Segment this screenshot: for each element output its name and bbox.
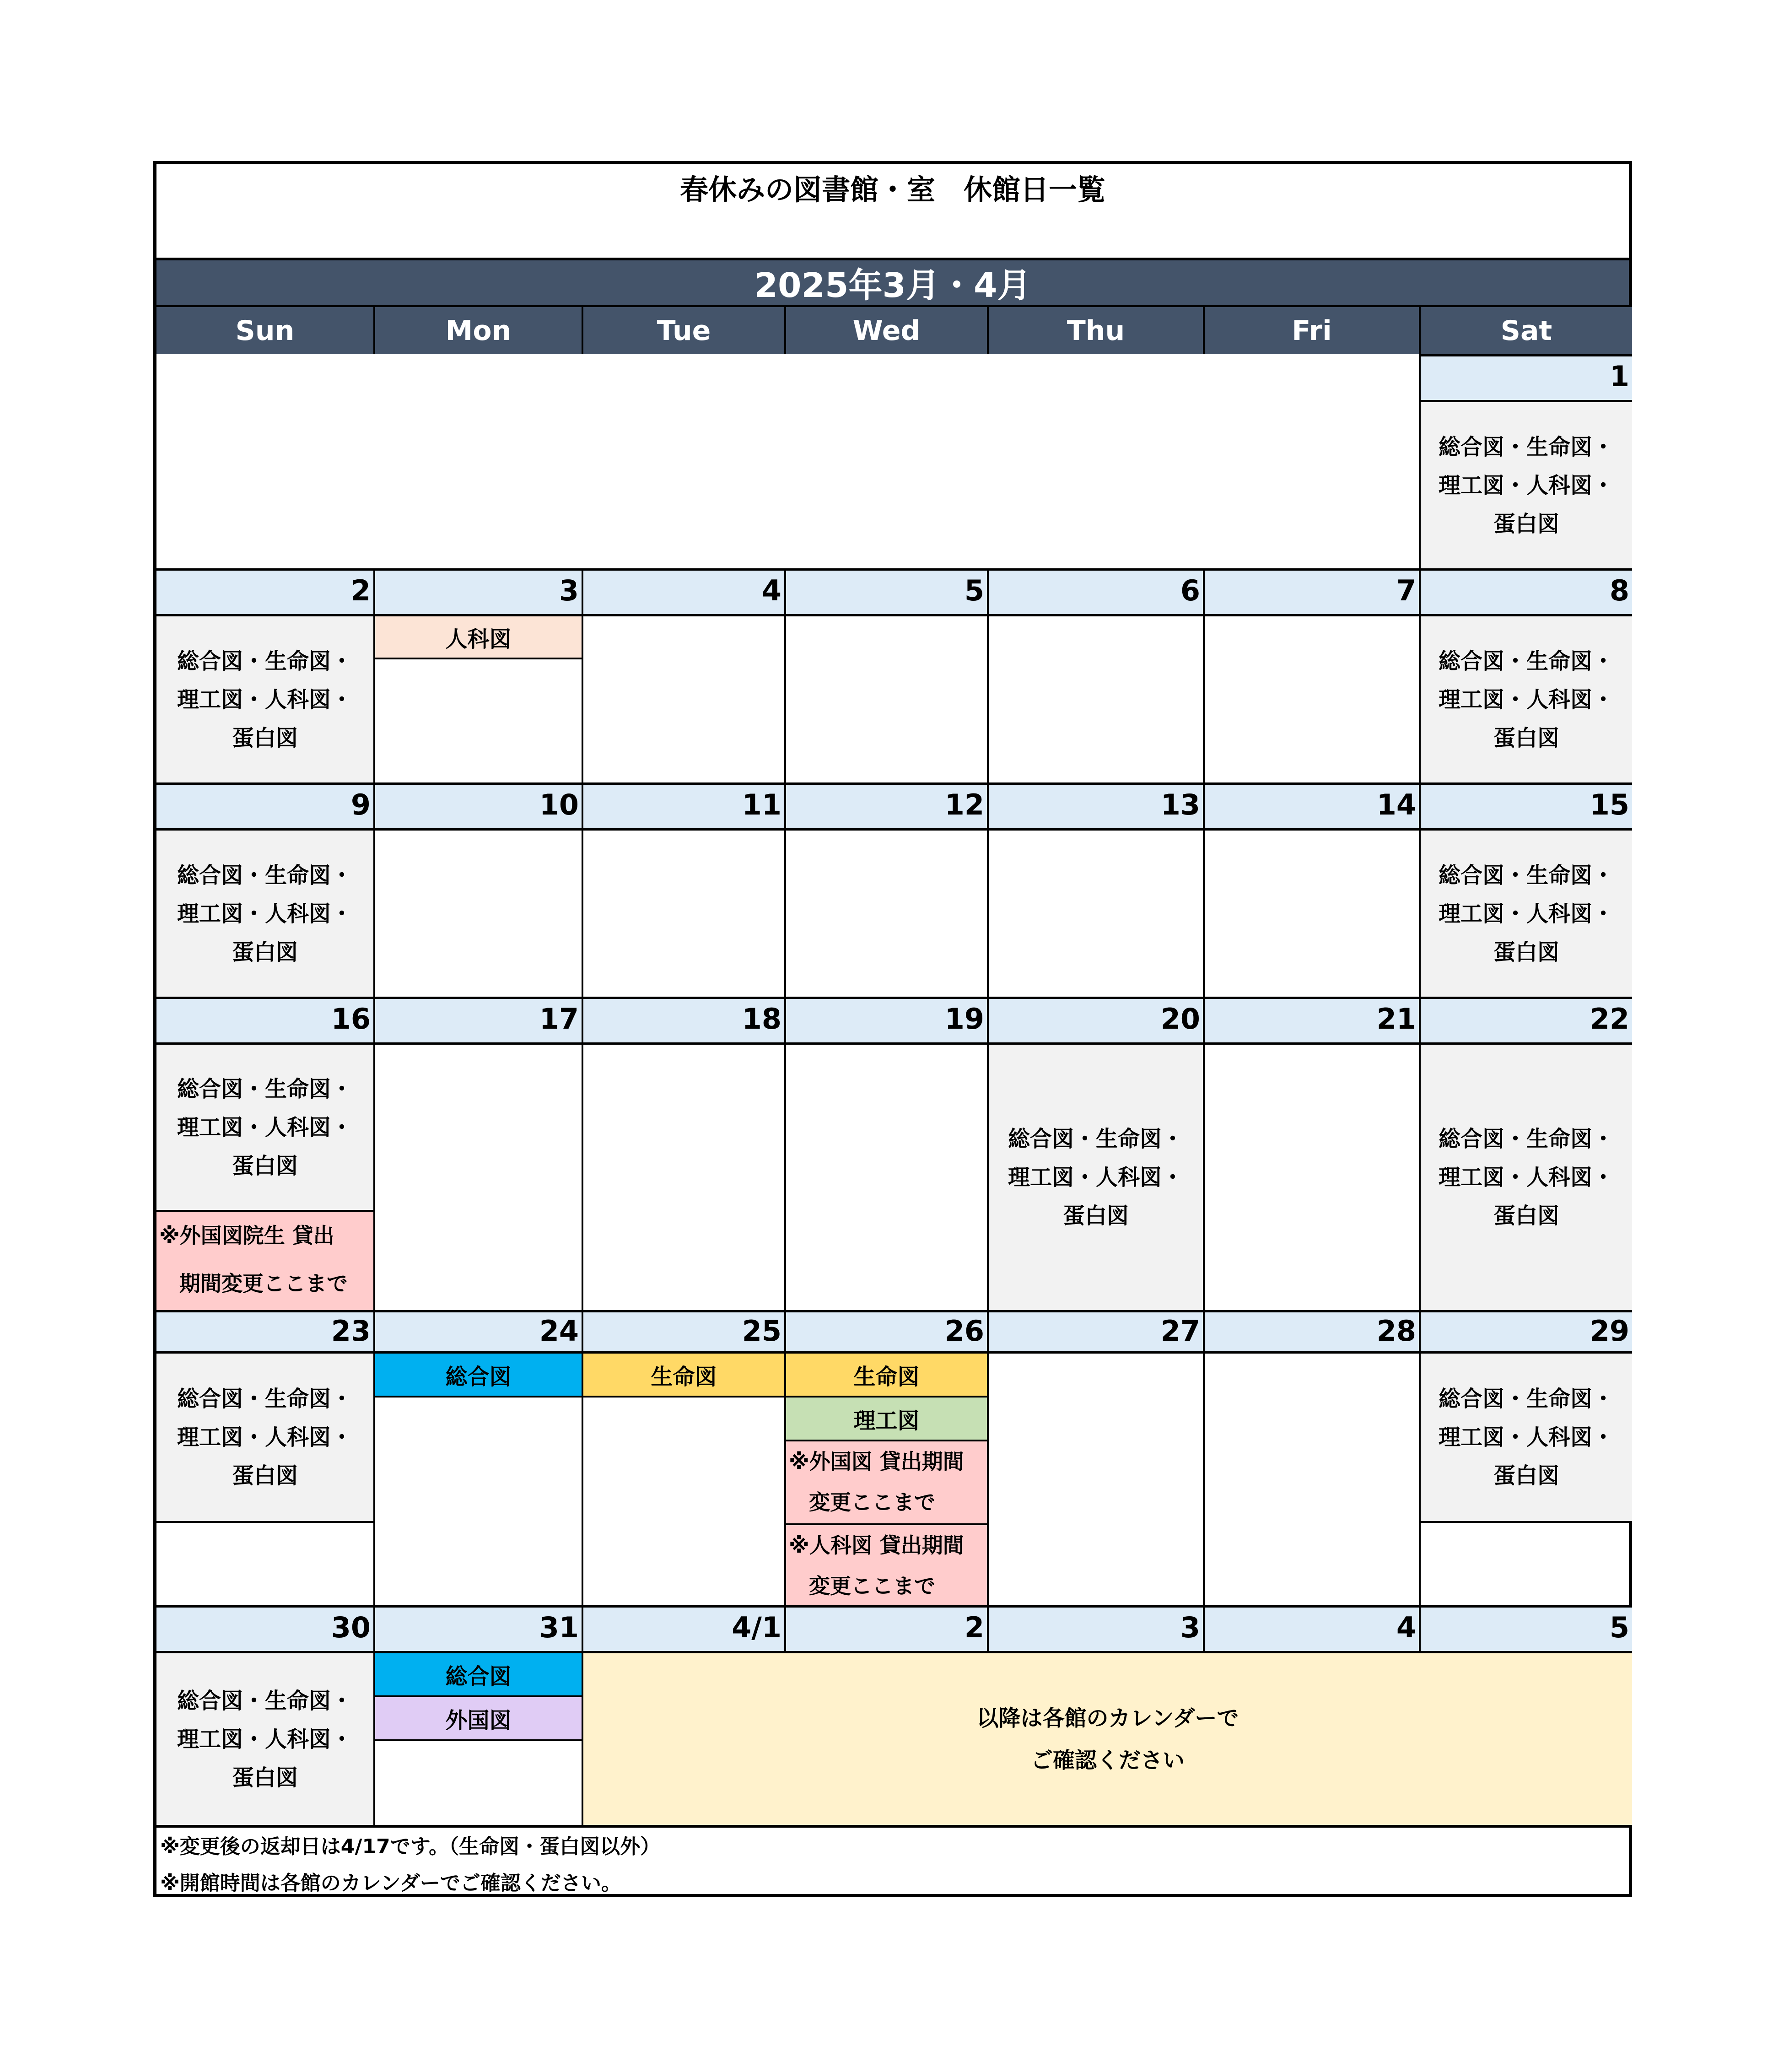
date-mar27: 27 [989, 1310, 1205, 1352]
closed-line: 総合図・生命図・ [1438, 1126, 1614, 1152]
weekday-sat: Sat [1421, 307, 1632, 354]
date-mar21: 21 [1205, 997, 1421, 1042]
gaikoku-badge: 外国図 [375, 1697, 582, 1741]
day-cell [786, 616, 989, 782]
date-apr5: 5 [1609, 1611, 1629, 1644]
loan-period-note [786, 1441, 987, 1525]
date-mar5: 5 [786, 568, 989, 614]
closed-cell [1421, 1354, 1632, 1523]
day-cell [1205, 1354, 1421, 1605]
day-cell [989, 831, 1205, 997]
note-line: 変更ここまで [809, 1574, 935, 1598]
closed-cell [1421, 402, 1632, 568]
day-cell [156, 1045, 375, 1310]
date-mar20: 20 [989, 997, 1205, 1042]
closed-line: 蛋白図 [1493, 725, 1559, 751]
date-mar16: 16 [156, 997, 375, 1042]
date-mar8: 8 [1609, 574, 1629, 607]
closed-line: 理工図・人科図・ [1438, 901, 1614, 927]
divider [1419, 354, 1421, 568]
closed-line: 総合図・生命図・ [1438, 1386, 1614, 1412]
date-mar17: 17 [375, 997, 583, 1042]
note-line: ※人科図 貸出期間 [789, 1533, 964, 1558]
date-apr2: 2 [786, 1605, 989, 1651]
day-cell [989, 1354, 1205, 1605]
day-cell [1205, 831, 1421, 997]
note-line: ※外国図院生 貸出 [159, 1223, 334, 1248]
note-line: ※外国図 貸出期間 [789, 1449, 964, 1474]
closed-line: 理工図・人科図・ [1438, 1424, 1614, 1450]
closed-line: 総合図・生命図・ [1008, 1126, 1184, 1152]
page-title: 春休みの図書館・室 休館日一覧 [156, 164, 1629, 260]
month-banner: 2025年3月・4月 [156, 260, 1629, 307]
closed-cell [156, 1045, 373, 1212]
day-cell [375, 1354, 583, 1605]
weekday-sun: Sun [156, 307, 375, 354]
loan-period-note [786, 1525, 987, 1609]
footer-notes [156, 1829, 1632, 1893]
date-mar24: 24 [375, 1310, 583, 1352]
date-mar7: 7 [1205, 568, 1421, 614]
closed-cell [156, 1354, 373, 1523]
divider [156, 1825, 1632, 1828]
footer-line: ※変更後の返却日は4/17です。（生命図・蛋白図以外） [160, 1835, 661, 1858]
date-mar22: 22 [1590, 1002, 1629, 1036]
date-mar19: 19 [786, 997, 989, 1042]
closed-line: 蛋白図 [232, 1153, 298, 1179]
closed-line: 理工図・人科図・ [177, 901, 353, 927]
closed-line: 蛋白図 [232, 725, 298, 751]
day-cell [786, 831, 989, 997]
closed-line: 理工図・人科図・ [177, 1726, 353, 1752]
day-cell [375, 1045, 583, 1310]
date-mar15: 15 [1590, 788, 1629, 821]
april-notice [583, 1653, 1632, 1825]
date-mar30: 30 [156, 1605, 375, 1651]
loan-period-note [156, 1212, 373, 1310]
closed-cell [989, 1045, 1205, 1310]
date-apr3: 3 [989, 1605, 1205, 1651]
date-mar28: 28 [1205, 1310, 1421, 1352]
closed-line: 蛋白図 [1493, 1463, 1559, 1489]
day-cell [989, 616, 1205, 782]
closed-cell [156, 1653, 375, 1825]
seimei-badge: 生命図 [583, 1354, 784, 1398]
closed-cell [156, 831, 375, 997]
closed-line: 総合図・生命図・ [177, 1386, 353, 1412]
closed-line: 総合図・生命図・ [177, 1076, 353, 1102]
day-cell [583, 1354, 786, 1605]
date-mar31: 31 [375, 1605, 583, 1651]
date-apr1: 4/1 [583, 1605, 786, 1651]
day-cell [1205, 1045, 1421, 1310]
closed-line: 総合図・生命図・ [177, 1688, 353, 1714]
closed-line: 理工図・人科図・ [177, 686, 353, 712]
date-mar23: 23 [156, 1310, 375, 1352]
weekday-mon: Mon [375, 307, 583, 354]
closed-line: 総合図・生命図・ [177, 648, 353, 674]
footer-line: ※開館時間は各館のカレンダーでご確認ください。 [160, 1872, 621, 1895]
day-cell [583, 616, 786, 782]
day-cell [375, 1653, 583, 1825]
date-mar1: 1 [1609, 360, 1629, 393]
closed-line: 理工図・人科図・ [1438, 472, 1614, 498]
day-cell [786, 1354, 989, 1605]
closed-line: 総合図・生命図・ [1438, 648, 1614, 674]
closed-line: 総合図・生命図・ [1438, 434, 1614, 460]
day-cell [375, 831, 583, 997]
day-cell [156, 1354, 375, 1605]
day-cell [786, 1045, 989, 1310]
closed-cell [1421, 831, 1632, 997]
date-mar14: 14 [1205, 782, 1421, 828]
note-line: 変更ここまで [809, 1490, 935, 1515]
weekday-thu: Thu [989, 307, 1205, 354]
date-mar13: 13 [989, 782, 1205, 828]
closed-line: 蛋白図 [232, 939, 298, 965]
closed-line: 理工図・人科図・ [177, 1114, 353, 1140]
date-mar9: 9 [156, 782, 375, 828]
weekday-fri: Fri [1205, 307, 1421, 354]
note-line: 期間変更ここまで [179, 1271, 348, 1296]
date-mar11: 11 [583, 782, 786, 828]
closed-line: 総合図・生命図・ [1438, 862, 1614, 888]
date-mar10: 10 [375, 782, 583, 828]
date-mar26: 26 [786, 1310, 989, 1352]
calendar [153, 161, 1632, 1897]
day-cell [375, 616, 583, 782]
closed-line: 蛋白図 [1062, 1203, 1129, 1229]
notice-line: 以降は各館のカレンダーで [976, 1705, 1239, 1731]
date-mar18: 18 [583, 997, 786, 1042]
date-mar2: 2 [156, 568, 375, 614]
seimei-badge: 生命図 [786, 1354, 987, 1398]
riko-badge: 理工図 [786, 1398, 987, 1441]
notice-line: ご確認ください [1030, 1747, 1185, 1773]
day-cell [583, 1045, 786, 1310]
date-mar25: 25 [583, 1310, 786, 1352]
closed-line: 蛋白図 [232, 1764, 298, 1791]
day-cell [1205, 616, 1421, 782]
closed-line: 蛋白図 [1493, 1203, 1559, 1229]
date-mar6: 6 [989, 568, 1205, 614]
weekday-tue: Tue [583, 307, 786, 354]
date-apr4: 4 [1205, 1605, 1421, 1651]
closed-cell [156, 616, 375, 782]
sogo-badge: 総合図 [375, 1354, 582, 1398]
day-cell [583, 831, 786, 997]
closed-line: 蛋白図 [1493, 511, 1559, 537]
closed-line: 理工図・人科図・ [177, 1424, 353, 1450]
closed-line: 理工図・人科図・ [1008, 1165, 1184, 1190]
date-mar4: 4 [583, 568, 786, 614]
jinka-badge: 人科図 [375, 616, 582, 659]
sogo-badge: 総合図 [375, 1653, 582, 1697]
day-cell [1421, 1354, 1632, 1605]
closed-line: 理工図・人科図・ [1438, 686, 1614, 712]
closed-line: 理工図・人科図・ [1438, 1165, 1614, 1190]
closed-cell [1421, 1045, 1632, 1310]
closed-cell [1421, 616, 1632, 782]
date-mar3: 3 [375, 568, 583, 614]
date-mar29: 29 [1590, 1314, 1629, 1348]
closed-line: 蛋白図 [232, 1463, 298, 1489]
weekday-wed: Wed [786, 307, 989, 354]
date-mar12: 12 [786, 782, 989, 828]
closed-line: 総合図・生命図・ [177, 862, 353, 888]
closed-line: 蛋白図 [1493, 939, 1559, 965]
